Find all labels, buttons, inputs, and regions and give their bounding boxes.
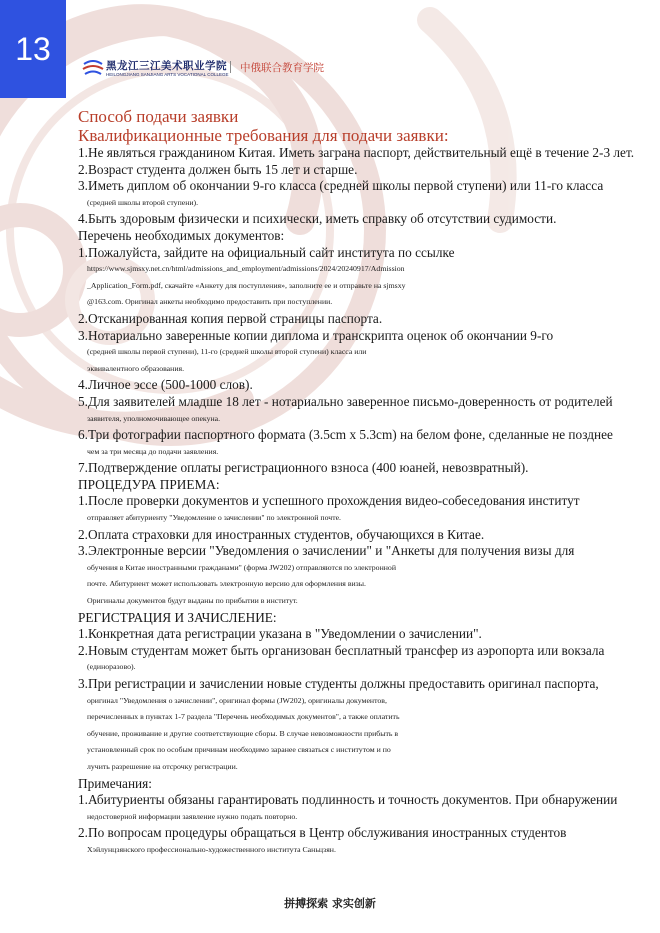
procedure-list: [78, 493, 646, 609]
list-item: 2.Новым студентам может быть организован бесплатный трансфер из аэропорта или вокзала: [78, 642, 605, 658]
list-item: 4.Быть здоровым физически и психически, иметь справку об отсутствии судимости.: [78, 211, 557, 227]
registration-list: [78, 626, 646, 775]
footer-slogan: 拼搏探索 求实创新: [284, 897, 376, 910]
college-logo-text: 黑龙江三江美术职业学院: [106, 60, 227, 72]
list-item: https://www.sjmsxy.net.cn/html/admissions_and_employment/admissions/2024/20240917/Admission: [87, 264, 405, 274]
list-item: (средней школы первой ступени), 11-го (средней школы второй ступени) класса или: [87, 347, 367, 357]
list-item: недостоверной информации заявление нужно подать повторно.: [87, 811, 298, 821]
list-item: 3.При регистрации и зачислении новые студенты должны предоставить оригинал паспорта,: [78, 676, 599, 691]
list-item: 3.Нотариально заверенные копии диплома и транскрипта оценок об окончании 9-го: [78, 327, 554, 343]
list-item: установленный срок по особым причинам необходимо заранее связаться с институтом и по: [87, 745, 391, 755]
procedure-heading: ПРОЦЕДУРА ПРИЕМА:: [78, 476, 220, 492]
list-item: 4.Личное эссе (500-1000 слов).: [78, 377, 253, 393]
list-item: 1.Абитуриенты обязаны гарантировать подлинность и точность документов. При обнаружении: [78, 792, 618, 808]
documents-heading: Перечень необходимых документов:: [78, 227, 285, 243]
list-item: (средней школы второй ступени).: [87, 197, 199, 207]
list-item: 1.Конкретная дата регистрации указана в "Уведомлении о зачислении".: [78, 626, 482, 642]
list-item: Хэйлунцзянского профессионально-художественного института Саньцзян.: [87, 844, 336, 854]
list-item: перечисленных в пунктах 1-7 раздела "Перечень необходимых документов", а также оплатить: [87, 712, 400, 722]
list-item: обучение, проживание и другие соответствующие сборы. В случае невозможности прибыть в: [87, 728, 399, 738]
list-item: заявителя, уполномочивающее опекуна.: [87, 413, 221, 423]
document-body: [78, 107, 646, 859]
notes-heading: Примечания:: [78, 775, 152, 791]
header-divider: [230, 61, 231, 73]
list-item: лучить разрешение на отсрочку регистрации.: [87, 761, 238, 771]
registration-heading: РЕГИСТРАЦИЯ И ЗАЧИСЛЕНИЕ:: [78, 609, 277, 625]
notes-list: [78, 792, 646, 858]
list-item: 7.Подтверждение оплаты регистрационного взноса (400 юаней, невозвратный).: [78, 460, 529, 476]
list-item: обучения в Китае иностранными гражданами" (форма JW202) отправляются по электронной: [87, 562, 396, 572]
college-emblem-icon: [82, 60, 104, 78]
list-item: 1.После проверки документов и успешного прохождения видео-собеседования институт: [78, 493, 580, 509]
list-item: чем за три месяца до подачи заявления.: [87, 446, 219, 456]
list-item: эквивалентного образования.: [87, 363, 185, 373]
qualifications-list: [78, 145, 646, 228]
college-logo-subtext: HEILONGJIANG SANJIANG ARTS VOCATIONAL COLLEGE: [106, 72, 229, 77]
list-item: _Application_Form.pdf, скачайте «Анкету для поступления», заполните ее и отправьте на sjmsxy: [87, 280, 406, 290]
list-item: почте. Абитуриент может использовать электронную версию для оформления визы.: [87, 579, 366, 589]
list-item: 5.Для заявителей младше 18 лет - нотариально заверенное письмо-доверенность от родителей: [78, 393, 613, 409]
list-item: 1.Не являться гражданином Китая. Иметь заграна паспорт, действительный ещё в течение 2-3 лет.: [78, 145, 635, 160]
list-item: 3.Электронные версии "Уведомления о зачислении" и "Анкеты для получения визы для: [78, 543, 575, 559]
header-subtitle: 中俄联合教育学院: [240, 62, 324, 74]
list-item: 2.По вопросам процедуры обращаться в Центр обслуживания иностранных студентов: [78, 825, 567, 841]
list-item: 2.Оплата страховки для иностранных студентов, обучающихся в Китае.: [78, 526, 485, 542]
list-item: Оригиналы документов будут выданы по прибытии в институт.: [87, 596, 298, 606]
list-item: 6.Три фотографии паспортного формата (3.5cm x 5.3cm) на белом фоне, сделанные не позднее: [78, 427, 613, 443]
list-item: 2.Отсканированная копия первой страницы паспорта.: [78, 310, 383, 326]
section-title: Способ подачи заявки: [78, 107, 239, 126]
page-number: 13: [0, 0, 66, 98]
list-item: @163.com. Оригинал анкеты необходимо предоставить при поступлении.: [87, 297, 333, 307]
documents-list: [78, 245, 646, 477]
list-item: отправляет абитуриенту "Уведомление о зачислении" по электронной почте.: [87, 513, 342, 523]
list-item: 2.Возраст студента должен быть 15 лет и старше.: [78, 161, 358, 177]
qualifications-title: Квалификационные требования для подачи заявки:: [78, 126, 449, 145]
list-item: 3.Иметь диплом об окончании 9-го класса (средней школы первой ступени) или 11-го класса: [78, 178, 604, 194]
list-item: 1.Пожалуйста, зайдите на официальный сайт института по ссылке: [78, 244, 455, 260]
list-item: (единоразово).: [87, 662, 136, 672]
list-item: оригинал "Уведомления о зачислении", оригинал формы (JW202), оригиналы документов,: [87, 695, 387, 705]
